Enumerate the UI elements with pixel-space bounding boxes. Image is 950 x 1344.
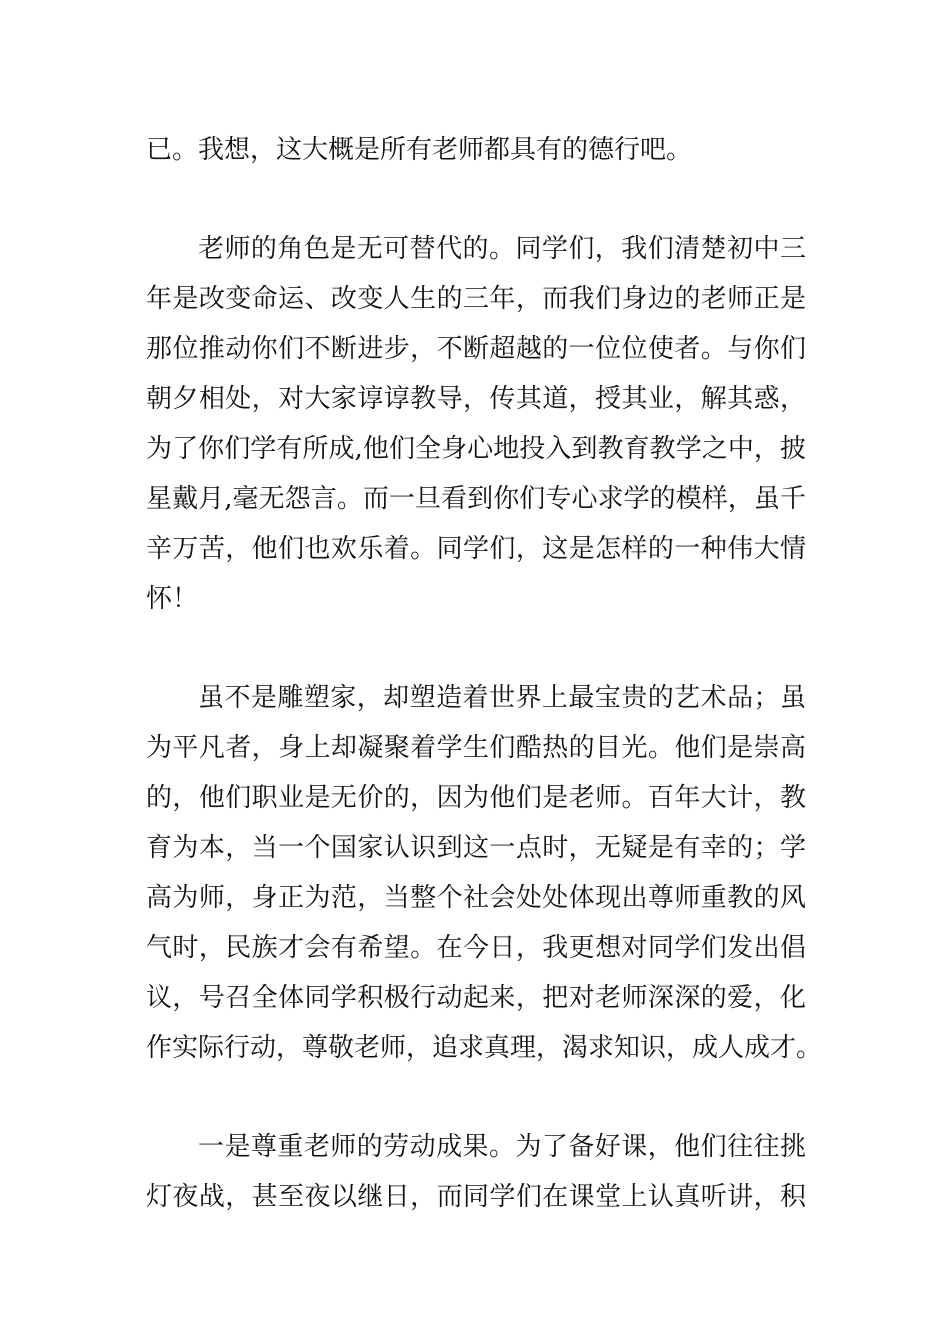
paragraph-3-line-2: 为平凡者，身上却凝聚着学生们酷热的目光。他们是崇高 <box>146 733 806 763</box>
paragraph-2-line-5: 为了你们学有所成,他们全身心地投入到教育教学之中，披 <box>146 434 806 464</box>
paragraph-3-line-4: 育为本，当一个国家认识到这一点时，无疑是有幸的；学 <box>146 833 806 863</box>
paragraph-3-line-5: 高为师，身正为范，当整个社会处处体现出尊师重教的风 <box>146 883 806 913</box>
paragraph-3-line-3: 的，他们职业是无价的，因为他们是老师。百年大计，教 <box>146 783 806 813</box>
paragraph-2-line-3: 那位推动你们不断进步，不断超越的一位位使者。与你们 <box>146 334 806 364</box>
paragraph-2-line-1: 老师的角色是无可替代的。同学们，我们清楚初中三 <box>198 234 806 264</box>
paragraph-2-line-8: 怀！ <box>146 584 199 614</box>
paragraph-2-line-4: 朝夕相处，对大家谆谆教导，传其道，授其业，解其惑， <box>146 384 806 414</box>
paragraph-4-line-1: 一是尊重老师的劳动成果。为了备好课，他们往往挑 <box>198 1132 806 1162</box>
paragraph-2-line-6: 星戴月,毫无怨言。而一旦看到你们专心求学的模样，虽千 <box>146 484 806 514</box>
paragraph-3-line-8: 作实际行动，尊敬老师，追求真理，渴求知识，成人成才。 <box>146 1033 823 1063</box>
paragraph-4-line-2: 灯夜战，甚至夜以继日，而同学们在课堂上认真听讲，积 <box>146 1182 806 1212</box>
paragraph-3-line-7: 议，号召全体同学积极行动起来，把对老师深深的爱，化 <box>146 983 806 1013</box>
paragraph-1-line-1: 已。我想，这大概是所有老师都具有的德行吧。 <box>146 135 693 165</box>
paragraph-3-line-1: 虽不是雕塑家，却塑造着世界上最宝贵的艺术品；虽 <box>198 683 806 713</box>
paragraph-2-line-2: 年是改变命运、改变人生的三年，而我们身边的老师正是 <box>146 284 806 314</box>
paragraph-2-line-7: 辛万苦，他们也欢乐着。同学们，这是怎样的一种伟大情 <box>146 534 806 564</box>
paragraph-3-line-6: 气时，民族才会有希望。在今日，我更想对同学们发出倡 <box>146 933 806 963</box>
